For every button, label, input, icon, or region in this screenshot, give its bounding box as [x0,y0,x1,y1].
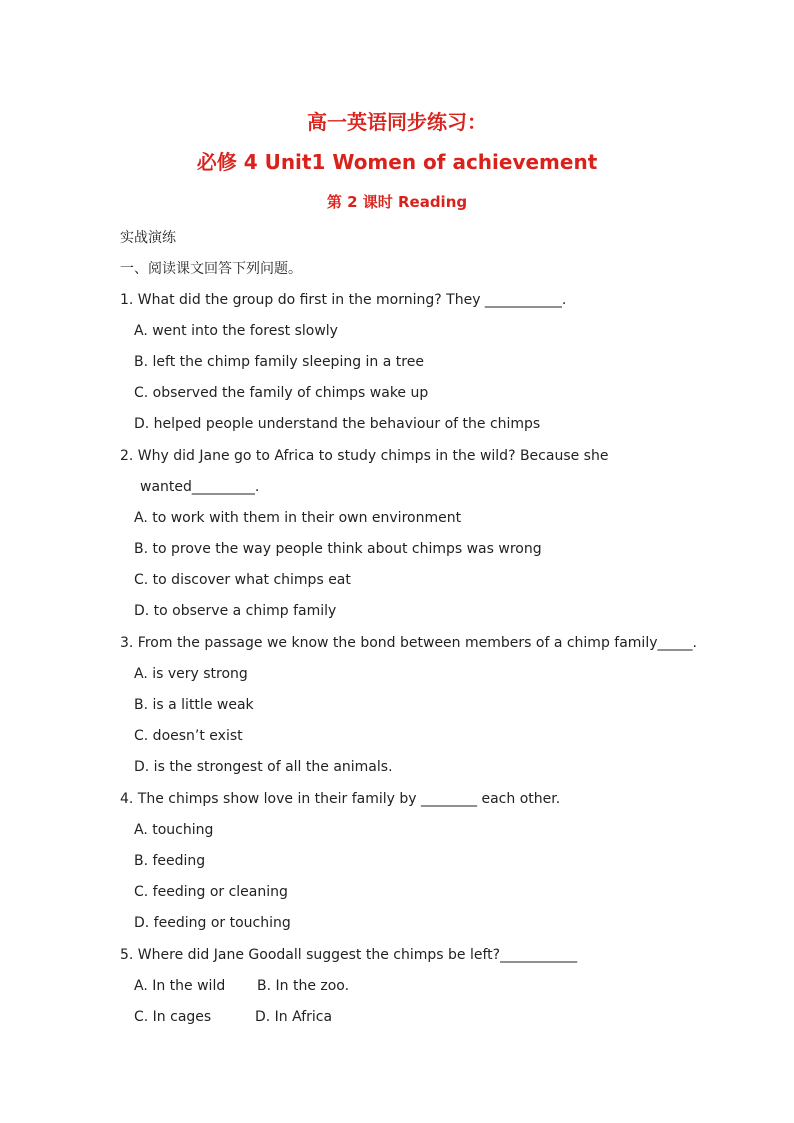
question-2-stem-continued: wanted_________. [140,479,260,495]
question-5-options-row-2 [134,1008,534,1026]
question-4-option-d: D. feeding or touching [134,915,291,931]
question-2-stem: 2. Why did Jane go to Africa to study chimps in the wild? Because she [120,448,609,464]
title-line-3: 第 2 课时 Reading [326,193,468,211]
question-5-option-a: A. In the wild [134,978,226,994]
question-2-option-c: C. to discover what chimps eat [134,572,351,588]
question-3-option-a: A. is very strong [134,666,248,682]
question-3-stem: 3. From the passage we know the bond between members of a chimp family_____. [120,635,697,651]
question-2-option-b: B. to prove the way people think about chimps was wrong [134,541,542,557]
question-1-option-a: A. went into the forest slowly [134,323,338,339]
question-5-stem: 5. Where did Jane Goodall suggest the chimps be left?___________ [120,947,578,963]
title-line-1: 高一英语同步练习： [307,110,487,134]
question-5-option-c: C. In cages [134,1009,212,1025]
question-5-options-row-1 [134,977,534,995]
section-heading: 实战演练 [120,230,176,246]
question-4-option-c: C. feeding or cleaning [134,884,288,900]
question-4-option-b: B. feeding [134,853,206,869]
question-4-stem: 4. The chimps show love in their family by ________ each other. [120,791,561,807]
question-5-option-d: D. In Africa [255,1009,333,1025]
question-4-option-a: A. touching [134,822,214,838]
question-2-option-a: A. to work with them in their own environment [134,510,462,526]
title-line-2: 必修 4 Unit1 Women of achievement [196,150,598,174]
question-2-option-d: D. to observe a chimp family [134,603,337,619]
question-3-option-b: B. is a little weak [134,697,254,713]
question-3-option-c: C. doesn’t exist [134,728,243,744]
question-1-option-d: D. helped people understand the behaviour of the chimps [134,416,541,432]
question-1-option-c: C. observed the family of chimps wake up [134,385,429,401]
part-one-heading: 一、阅读课文回答下列问题。 [120,261,302,277]
question-5-option-b: B. In the zoo. [257,978,350,994]
question-1-stem: 1. What did the group do first in the morning? They ___________. [120,292,567,308]
question-3-option-d: D. is the strongest of all the animals. [134,759,393,775]
question-1-option-b: B. left the chimp family sleeping in a tree [134,354,424,370]
